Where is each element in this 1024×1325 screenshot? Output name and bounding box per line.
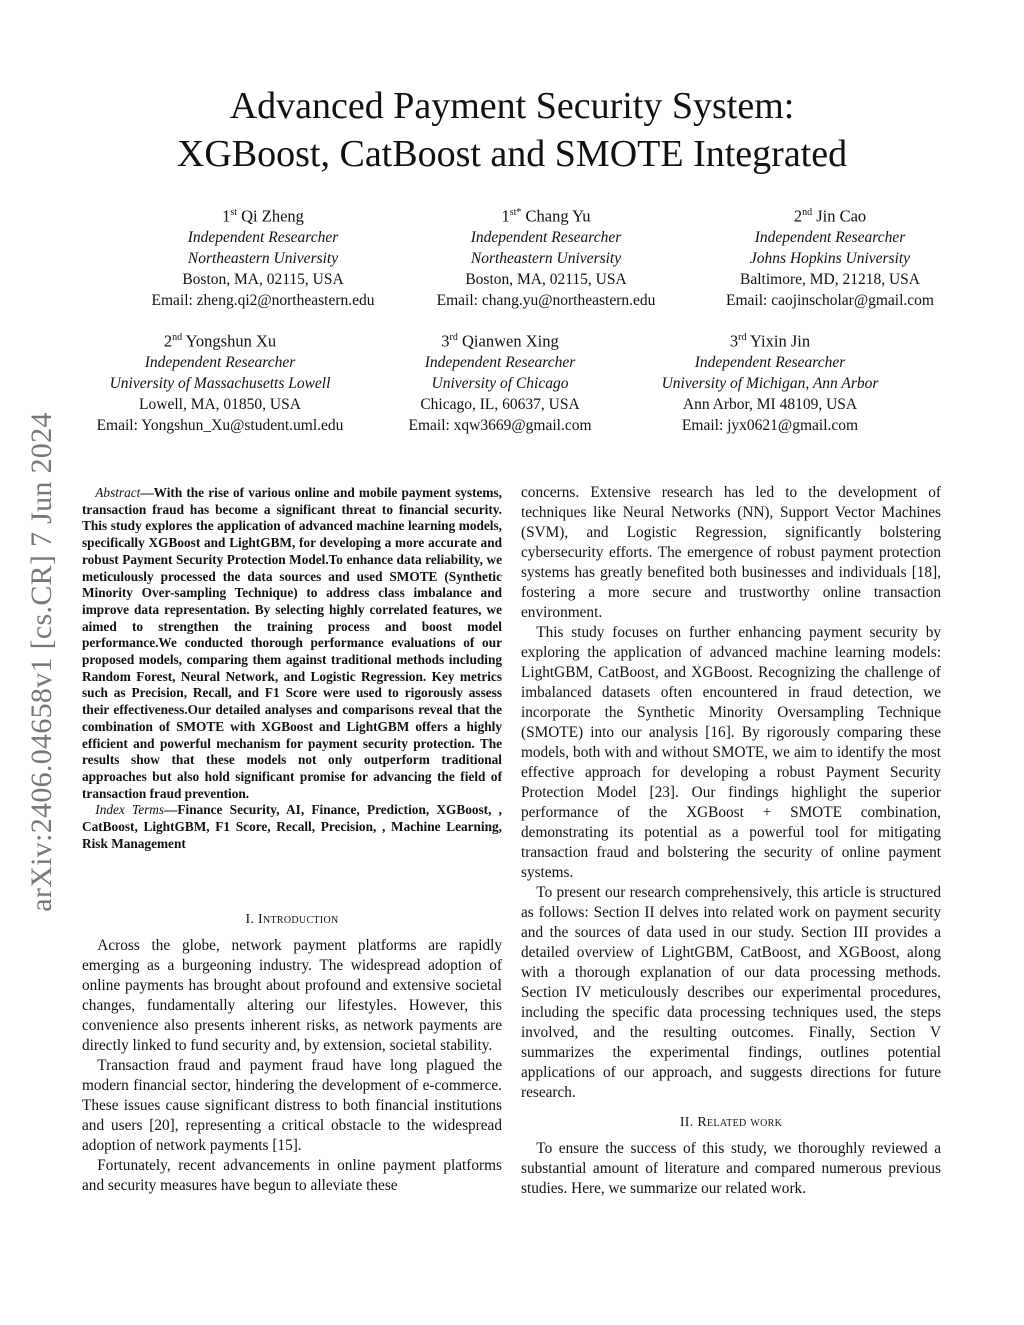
paragraph: This study focuses on further enhancing payment security by exploring the application of advanced machine learning models: LightGBM, CatBoost, and XGBoost. Recognizing the challenge of imbalanced datasets often encountered in fraud detection, we incorporate the Synthetic Minority Oversampling Technique (SMOTE) into our analysis [16]. By rigorously comparing these models, both with and without SMOTE, we aim to identify the most effective approach for developing a robust Payment Security Protection Model [23]. Our findings highlight the superior performance of the XGBoost + SMOTE combination, demonstrating its potential as a powerful tool for mitigating transaction fraud and bolstering the security of online payment systems. — [521, 624, 941, 881]
left-column-body — [82, 900, 502, 1196]
author-role: Independent Researcher — [144, 353, 296, 371]
author-affiliation: University of Massachusetts Lowell — [109, 374, 331, 392]
paper-title — [0, 82, 1024, 178]
paragraph: To present our research comprehensively, this article is structured as follows: Section II delves into related work on payment security and the sources of data used in our study. Section III provides a detailed overview of LightGBM, CatBoost, and XGBoost, along with a thorough explanation of our data processing methods. Section IV meticulously describes our experimental procedures, including the specific data processing techniques used, the steps involved, and the resulting outcomes. Finally, Section V summarizes the experimental findings, outlines potential applications of our approach, and suggests directions for future research. — [521, 884, 941, 1101]
author-affiliation: Northeastern University — [187, 249, 339, 267]
title-line-2: XGBoost, CatBoost and SMOTE Integrated — [176, 133, 848, 175]
author-block — [350, 327, 650, 436]
author-block — [396, 202, 696, 311]
author-affiliation: Johns Hopkins University — [749, 249, 911, 267]
author-name: 2nd Yongshun Xu — [163, 331, 277, 351]
author-role: Independent Researcher — [187, 228, 339, 246]
author-role: Independent Researcher — [424, 353, 576, 371]
author-affiliation: University of Michigan, Ann Arbor — [661, 374, 879, 392]
author-role: Independent Researcher — [470, 228, 622, 246]
paragraph: concerns. Extensive research has led to the development of techniques like Neural Networks (NN), Support Vector Machines (SVM), and Logistic Regression, significantly bolstering cybersecurity efforts. The emergence of robust payment protection systems has greatly benefited both businesses and individuals [18], fostering a more secure and trustworthy online transaction environment. — [521, 484, 941, 621]
paragraph: Transaction fraud and payment fraud have long plagued the modern financial sector, hindering the development of e-commerce. These issues cause significant distress to both financial institutions and users [20], representing a critical obstacle to the widespread adoption of network payments [15]. — [82, 1057, 502, 1154]
section-heading-introduction: I. Introduction — [245, 912, 339, 927]
author-name: 2nd Jin Cao — [793, 206, 867, 226]
paragraph: Across the globe, network payment platforms are rapidly emerging as a burgeoning industry. The widespread adoption of online payments has brought about profound and extensive societal changes, fundamentally altering our lifestyles. However, this convenience also presents inherent risks, as network payments are directly linked to fund security and, by extension, societal stability. — [82, 937, 502, 1054]
author-address: Ann Arbor, MI 48109, USA — [682, 395, 858, 413]
abstract-text: Abstract—With the rise of various online and mobile payment systems, transaction fraud has become a significant threat to financial security. This study explores the application of advanced machine learning models, specifically XGBoost and LightGBM, for developing a more accurate and robust Payment Security Protection Model.To enhance data reliability, we meticulously processed the data sources and used SMOTE (Synthetic Minority Over-sampling Technique) to address class imbalance and improve data representation. By selecting highly correlated features, we aimed to strengthen the training process and boost model performance.We conducted thorough performance evaluations of our proposed models, comparing them against traditional methods including Random Forest, Neural Network, and Logistic Regression. Key metrics such as Precision, Recall, and F1 Score were used to rigorously assess their effectiveness.Our detailed analyses and comparisons reveal that the combination of SMOTE with XGBoost and LightGBM offers a highly efficient and powerful mechanism for payment security protection. The results show that these models not only outperform traditional approaches but also hold significant promise for advancing the field of transaction fraud prevention. — [82, 485, 502, 801]
author-email: Email: zheng.qi2@northeastern.edu — [151, 291, 375, 309]
author-email: Email: jyx0621@gmail.com — [681, 416, 859, 434]
paragraph: Fortunately, recent advancements in online payment platforms and security measures have begun to alleviate these — [82, 1157, 502, 1194]
right-column-body — [521, 483, 941, 1199]
author-email: Email: caojinscholar@gmail.com — [726, 291, 934, 309]
author-name: 3rd Yixin Jin — [729, 331, 811, 351]
author-affiliation: University of Chicago — [431, 374, 569, 392]
author-address: Chicago, IL, 60637, USA — [420, 395, 580, 413]
paragraph: To ensure the success of this study, we thoroughly reviewed a substantial amount of literature and compared numerous previous studies. Here, we summarize our related work. — [521, 1140, 941, 1197]
author-email: Email: Yongshun_Xu@student.uml.edu — [96, 416, 344, 434]
author-block — [680, 202, 980, 311]
author-block — [113, 202, 413, 311]
author-name: 1st Qi Zheng — [222, 206, 304, 226]
author-email: Email: xqw3669@gmail.com — [408, 416, 592, 434]
author-affiliation: Northeastern University — [470, 249, 622, 267]
author-email: Email: chang.yu@northeastern.edu — [436, 291, 656, 309]
section-heading-related-work: II. Related work — [679, 1115, 783, 1130]
author-role: Independent Researcher — [754, 228, 906, 246]
author-role: Independent Researcher — [694, 353, 846, 371]
author-name: $1^{st*}$ Chang Yu — [501, 206, 591, 226]
author-address: Baltimore, MD, 21218, USA — [740, 270, 920, 288]
author-address: Boston, MA, 02115, USA — [182, 270, 344, 288]
author-address: Boston, MA, 02115, USA — [465, 270, 627, 288]
index-terms-label: Index Terms — [95, 802, 165, 818]
author-name: 3rd Qianwen Xing — [441, 331, 559, 351]
title-line-1: Advanced Payment Security System: — [229, 85, 795, 127]
arxiv-identifier: arXiv:2406.04658v1 [cs.CR] 7 Jun 2024 — [25, 412, 58, 912]
author-block — [70, 327, 370, 436]
abstract-label: Abstract — [95, 485, 141, 500]
index-terms: Index Terms—Finance Security, AI, Finance, Prediction, XGBoost, , CatBoost, LightGBM, F1 Score, Recall, Precision, , Machine Learning, Risk Management — [82, 802, 502, 851]
author-address: Lowell, MA, 01850, USA — [139, 395, 301, 413]
abstract — [82, 485, 502, 852]
author-block — [620, 327, 920, 436]
